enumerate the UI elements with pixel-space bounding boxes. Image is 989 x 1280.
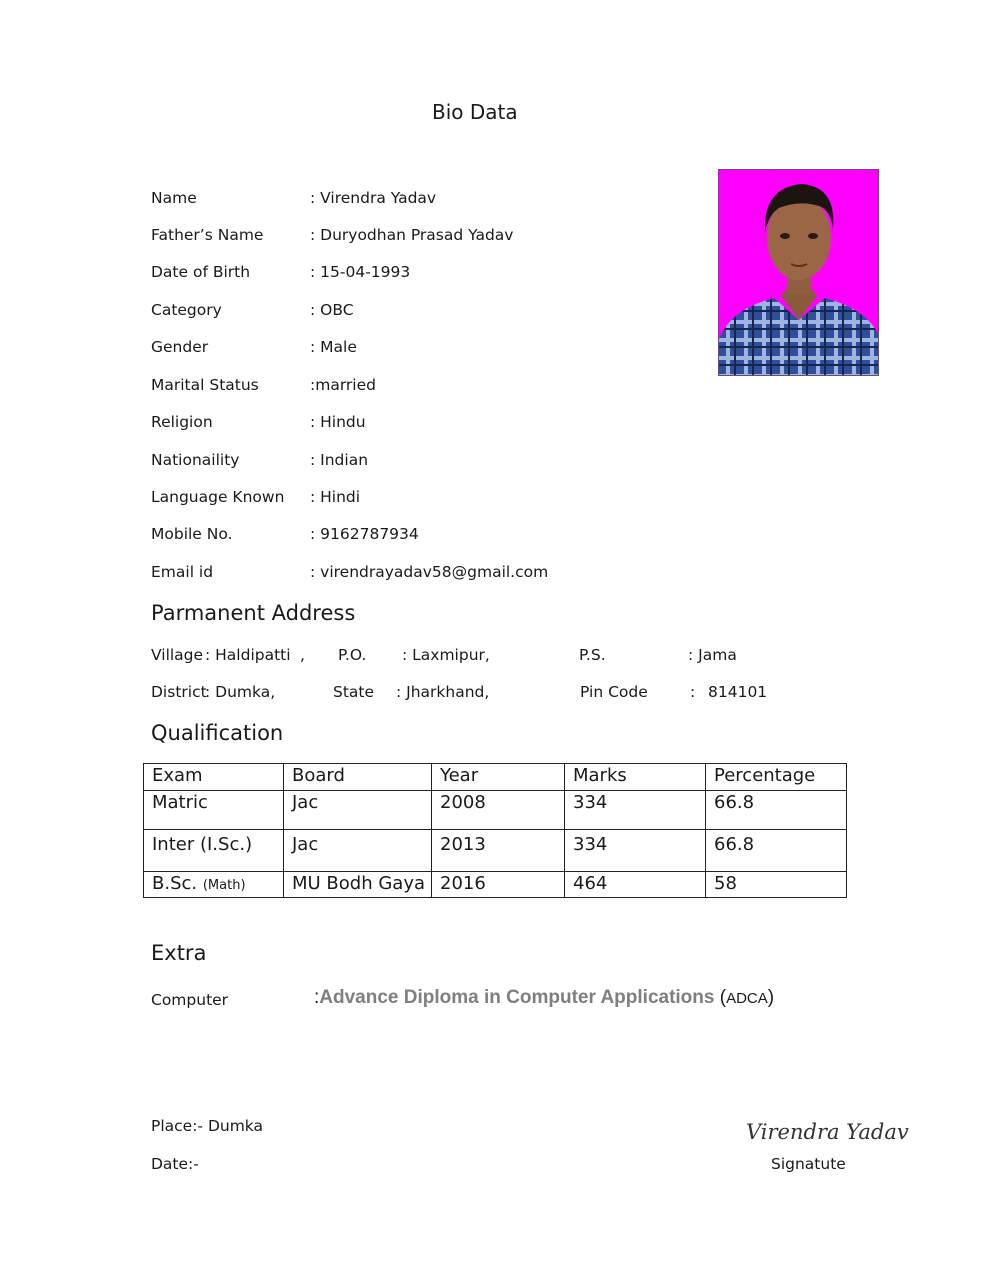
marks-cell: 334 [565,830,706,872]
name-value: : Virendra Yadav [310,189,437,207]
dob-label: Date of Birth [151,263,251,281]
state-label: State [333,683,375,701]
religion-label: Religion [151,413,213,431]
marital-status-label: Marital Status [151,376,259,394]
ps-label: P.S. [579,646,606,664]
board-cell: Jac [284,830,432,872]
course-abbreviation: ADCA [726,990,768,1007]
extra-heading: Extra [151,941,207,965]
qualification-heading: Qualification [151,721,284,745]
year-cell: 2008 [432,791,565,830]
year-cell: 2013 [432,830,565,872]
marital-status-value: :married [310,376,376,394]
course-paren-open: ( [719,987,727,1008]
nationality-label: Nationaility [151,451,240,469]
name-label: Name [151,189,197,207]
page-title: Bio Data [432,100,518,124]
father-name-label: Father’s Name [151,226,264,244]
column-header-year: Year [432,764,565,791]
ps-value: : Jama [688,646,737,664]
percentage-cell: 66.8 [706,791,847,830]
pin-code-colon: : [690,683,696,701]
handwritten-signature: Virendra Yadav [746,1120,909,1144]
column-header-board: Board [284,764,432,791]
category-label: Category [151,301,222,319]
address-heading: Parmanent Address [151,601,356,625]
percentage-cell: 66.8 [706,830,847,872]
board-cell: Jac [284,791,432,830]
pin-code-value: 814101 [708,683,768,701]
table-row [144,830,847,872]
exam-cell: Inter (I.Sc.) [144,830,284,872]
profile-photo [718,169,879,376]
village-value: : Haldipatti [205,646,291,664]
email-value: : virendrayadav58@gmail.com [310,563,549,581]
category-value: : OBC [310,301,354,319]
marks-cell: 464 [565,872,706,898]
district-value: : Dumka, [205,683,276,701]
po-value: : Laxmipur, [402,646,490,664]
state-value: : Jharkhand, [396,683,490,701]
exam-name: B.Sc. [152,873,198,894]
course-paren-close: ) [767,987,775,1008]
board-cell: MU Bodh Gaya [284,872,432,898]
column-header-marks: Marks [565,764,706,791]
table-row [144,791,847,830]
percentage-cell: 58 [706,872,847,898]
father-name-value: : Duryodhan Prasad Yadav [310,226,514,244]
exam-note: (Math) [202,878,246,893]
religion-value: : Hindu [310,413,366,431]
qualification-table [143,763,847,898]
person-photo-icon [719,170,879,376]
exam-cell [144,872,284,898]
village-comma: , [300,646,305,664]
village-label: Village [151,646,204,664]
course-name: Advance Diploma in Computer Applications [319,987,715,1008]
marks-cell: 334 [565,791,706,830]
language-label: Language Known [151,488,285,506]
table-header-row [144,764,847,791]
date-text: Date:- [151,1155,199,1173]
place-text: Place:- Dumka [151,1117,264,1135]
language-value: : Hindi [310,488,361,506]
exam-cell: Matric [144,791,284,830]
column-header-percentage: Percentage [706,764,847,791]
pin-code-label: Pin Code [580,683,648,701]
district-label: District [151,683,207,701]
year-cell: 2016 [432,872,565,898]
computer-course [314,987,774,1009]
nationality-value: : Indian [310,451,369,469]
mobile-value: : 9162787934 [310,525,419,543]
computer-label: Computer [151,991,229,1009]
po-label: P.O. [338,646,367,664]
course-colon: : [314,987,320,1008]
mobile-label: Mobile No. [151,525,233,543]
gender-label: Gender [151,338,209,356]
gender-value: : Male [310,338,357,356]
table-row [144,872,847,898]
email-label: Email id [151,563,214,581]
dob-value: : 15-04-1993 [310,263,411,281]
signature-label: Signatute [771,1155,846,1173]
column-header-exam: Exam [144,764,284,791]
